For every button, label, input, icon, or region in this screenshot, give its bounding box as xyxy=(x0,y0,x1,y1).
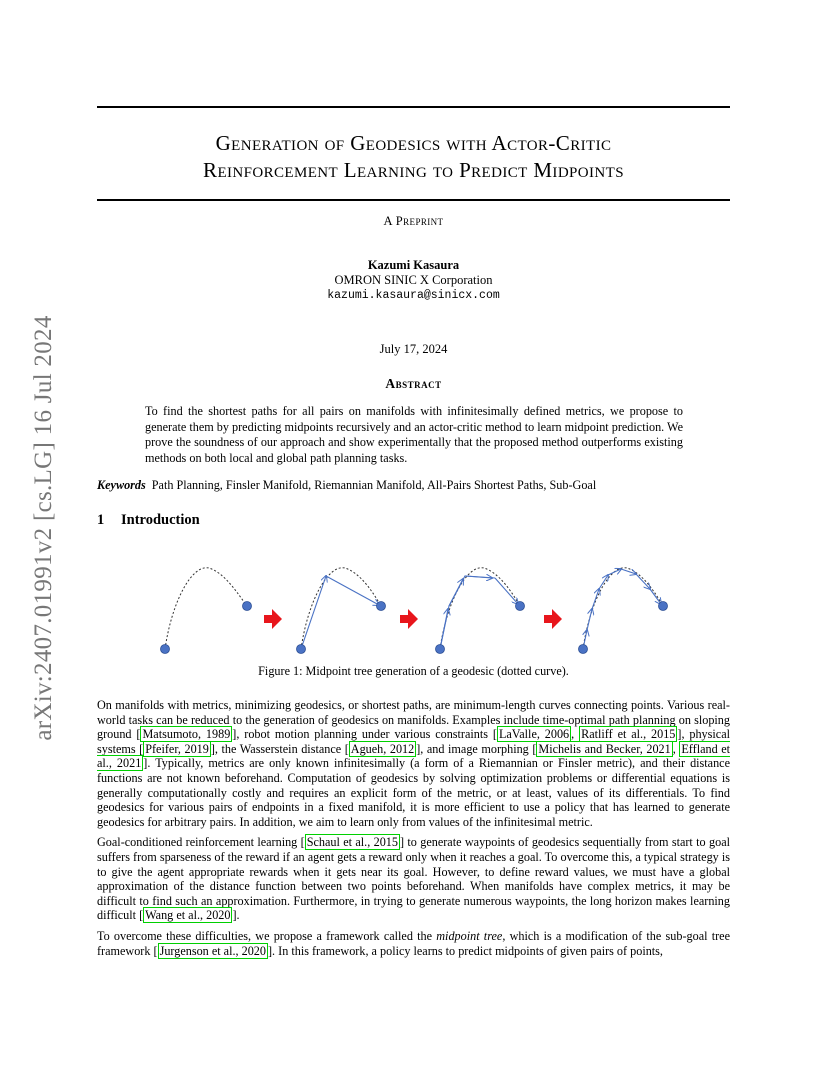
citation-link[interactable]: Wang et al., 2020 xyxy=(145,908,231,923)
path-segment xyxy=(495,578,518,604)
section-heading xyxy=(97,512,200,529)
preprint-label: A Preprint xyxy=(383,214,444,228)
text-run: To overcome these difficulties, we propose a framework called the xyxy=(97,928,437,943)
start-point xyxy=(579,645,588,654)
text-run: ], physical systems [ xyxy=(97,727,730,756)
figure-panel-1 xyxy=(161,568,252,654)
body-text xyxy=(97,698,730,964)
text-run: On manifolds with metrics, minimizing geodesics, or shortest paths, are minimum-length curves connecting points. Various real-world tasks can be reduced to the generation of geodesics on manifolds. Examples include time-optimal path planning on sloping ground [ xyxy=(97,698,730,742)
figure-panel-4 xyxy=(579,568,668,654)
keywords-line xyxy=(97,478,730,493)
citation-link[interactable]: Matsumoto, 1989 xyxy=(142,727,231,742)
abstract-heading: Abstract xyxy=(385,376,442,391)
path-segment xyxy=(621,569,636,574)
citation-link[interactable]: Effland et al., 2021 xyxy=(97,741,731,771)
red-arrow-icon xyxy=(544,609,562,629)
path-segment xyxy=(608,569,621,575)
text-run: ], and image morphing [ xyxy=(416,741,537,756)
goal-point xyxy=(243,602,252,611)
text-run: ]. Typically, metrics are only known infinitesimally (a form of a Riemannian or Finsler metric), and their distance functions are not known beforehand. Computation of geodesics by solving optimization problems or differential equations is generally computationally costly and requires an explicit form of the metric, or at least, values of its differentials. To find geodesics for various pairs of endpoints in a fixed manifold, it is more efficient to use a policy that has learned to generate geodesics for arbitrary pairs. In addition, we aim to learn only from values of the infinitesimal metric. xyxy=(97,756,731,829)
figure-caption: Figure 1: Midpoint tree generation of a geodesic (dotted curve). xyxy=(258,664,569,678)
text-run: , which is a modification of the sub-goal tree framework [ xyxy=(97,928,730,958)
path-segment xyxy=(587,609,592,630)
author-email[interactable]: kazumi.kasaura@sinicx.com xyxy=(327,289,500,302)
geodesic-dotted-curve xyxy=(165,568,247,649)
title-bottom-rule xyxy=(97,199,730,201)
paragraph-2 xyxy=(97,835,730,923)
midpoint-tree-figure xyxy=(150,556,678,660)
paragraph-3 xyxy=(97,929,730,958)
citation-link[interactable]: Agueh, 2012 xyxy=(350,741,415,756)
text-run: ], the Wasserstein distance [ xyxy=(210,741,349,756)
path-segment xyxy=(301,576,326,649)
author-affiliation: OMRON SINIC X Corporation xyxy=(334,273,493,287)
citation-link[interactable]: Pfeifer, 2019 xyxy=(145,741,209,756)
title-line-1: Generation of Geodesics with Actor-Critic xyxy=(215,131,612,155)
path-segment xyxy=(636,574,650,589)
path-segment xyxy=(592,589,599,609)
goal-point xyxy=(377,602,386,611)
text-run: ], robot motion planning under various constraints [ xyxy=(232,727,497,742)
section-number: 1 xyxy=(97,512,105,528)
text-run: ]. In this framework, a policy learns to predict midpoints of given pairs of points, xyxy=(267,943,663,958)
citation-link[interactable]: Ratliff et al., 2015 xyxy=(581,727,676,742)
citation-link[interactable]: Michelis and Becker, 2021 xyxy=(538,741,671,756)
publication-date: July 17, 2024 xyxy=(379,342,448,356)
path-segment xyxy=(650,589,661,604)
text-run: Goal-conditioned reinforcement learning [ xyxy=(97,835,305,850)
geodesic-dotted-curve xyxy=(301,568,381,649)
text-run: , xyxy=(571,727,580,742)
author-block xyxy=(97,258,730,303)
citation-link[interactable]: Jurgenson et al., 2020 xyxy=(159,943,266,958)
start-point xyxy=(297,645,306,654)
goal-point xyxy=(516,602,525,611)
goal-point xyxy=(659,602,668,611)
start-point xyxy=(161,645,170,654)
geodesic-dotted-curve xyxy=(583,568,663,649)
start-point xyxy=(436,645,445,654)
citation-link[interactable]: Schaul et al., 2015 xyxy=(306,835,398,850)
red-arrow-icon xyxy=(264,609,282,629)
path-segment xyxy=(599,575,608,589)
text-run: ]. xyxy=(232,908,240,923)
geodesic-dotted-curve xyxy=(440,568,520,649)
path-segment xyxy=(440,609,448,649)
text-run: ] to generate waypoints of geodesics sequentially from start to goal suffers from sparseness of the reward if an agent gets a reward only when it reaches a goal. To overcome this, a typical strategy is to give the agent appropriate rewards when it gets near its goal. However, to define reward values, we must have a global approximation of the distance function between two points beforehand. When manifolds have complex metrics, it may be difficult to find such an approximation. Furthermore, in trying to generate numerous waypoints, the long horizon makes learning difficult [ xyxy=(97,835,730,923)
abstract-text: To find the shortest paths for all pairs on manifolds with infinitesimally defined metrics, we propose to generate them by predicting midpoints recursively and an actor-critic method to learn midpoint prediction. We prove the soundness of our approach and show experimentally that the proposed method outperforms existing methods on both local and global path planning tasks. xyxy=(145,404,683,465)
keywords-list: Path Planning, Finsler Manifold, Riemannian Manifold, All-Pairs Shortest Paths, Sub-Goal xyxy=(151,478,597,492)
figure-panel-2 xyxy=(297,568,386,654)
red-arrow-icon xyxy=(400,609,418,629)
path-segment xyxy=(449,579,463,606)
keywords-label: Keywords xyxy=(97,478,146,492)
author-name: Kazumi Kasaura xyxy=(367,258,460,272)
title-line-2: Reinforcement Learning to Predict Midpoints xyxy=(203,158,624,182)
figure-panel-3 xyxy=(436,568,525,654)
emphasis-term: midpoint tree xyxy=(436,928,503,943)
paper-title xyxy=(97,130,730,184)
section-title: Introduction xyxy=(121,512,200,528)
citation-link[interactable]: LaValle, 2006 xyxy=(498,727,570,742)
paragraph-1 xyxy=(97,698,730,829)
arxiv-id-text: arXiv:2407.01991v2 [cs.LG] 16 Jul 2024 xyxy=(30,315,57,741)
text-run: , xyxy=(672,741,680,756)
top-rule xyxy=(97,106,730,108)
